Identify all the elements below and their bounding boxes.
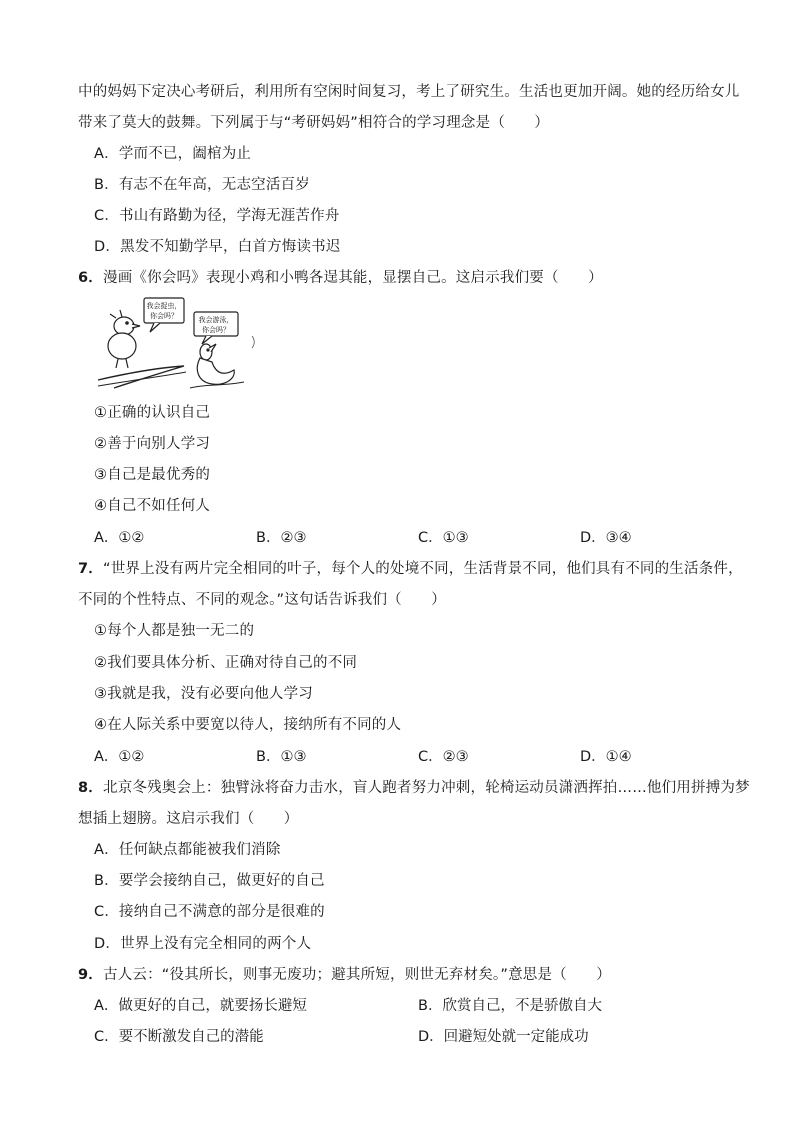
q5-option-a[interactable]: A．学而不已，阖棺为止 (94, 146, 252, 162)
q6-stem (78, 268, 603, 288)
q7-item-3: ③我就是我，没有必要向他人学习 (94, 686, 313, 702)
q5-option-d[interactable]: D．黑发不知勤学早，白首方悔读书迟 (94, 239, 341, 255)
bubble-right-text-2: 你会吗？ (202, 326, 230, 334)
q8-number: 8． (78, 780, 103, 796)
q6-number: 6． (78, 270, 103, 286)
q6-item-2: ②善于向别人学习 (94, 436, 211, 452)
q7-option-a[interactable]: A．①② (94, 749, 145, 765)
q6-item-1: ①正确的认识自己 (94, 405, 211, 421)
q6-item-3: ③自己是最优秀的 (94, 467, 211, 483)
q9-options-row-1 (94, 996, 734, 1016)
q5-option-c[interactable]: C．书山有路勤为径，学海无涯苦作舟 (94, 208, 340, 224)
bubble-right-tail (202, 336, 212, 344)
chick-drawing (108, 310, 140, 368)
q6-option-b[interactable]: B．②③ (256, 530, 307, 546)
q7-item-2: ②我们要具体分析、正确对待自己的不同 (94, 655, 358, 671)
q5-option-b[interactable]: B．有志不在年高，无志空活百岁 (94, 177, 310, 193)
bubble-left-tail (150, 323, 160, 332)
bubble-right-text-1: 我会游泳， (198, 316, 234, 324)
q5-stem-line-1: 中的妈妈下定决心考研后，利用所有空闲时间复习，考上了研究生。生活也更加开阔。她的经历给女儿 (78, 84, 740, 100)
q6-option-d[interactable]: D．③④ (580, 530, 632, 546)
q7-stem-line-2: 不同的个性特点、不同的观念。”这句话告诉我们（ ） (78, 592, 446, 608)
q8-stem-line-1 (78, 778, 750, 798)
duck-drawing (197, 344, 234, 384)
q9-option-a[interactable]: A．做更好的自己，就要扬长避短 (94, 998, 307, 1014)
q7-stem-text-1: “世界上没有两片完全相同的叶子，每个人的处境不同，生活背景不同，他们具有不同的生活条件， (103, 561, 743, 577)
branch-drawing (98, 366, 184, 388)
q5-stem-line-2: 带来了莫大的鼓舞。下列属于与“考研妈妈”相符合的学习理念是（ ） (78, 115, 550, 131)
q7-option-d[interactable]: D．①④ (580, 749, 632, 765)
q7-number: 7． (78, 561, 103, 577)
q8-stem-text-1: 北京冬残奥会上：独臂泳将奋力击水，盲人跑者努力冲刺，轮椅运动员潇洒挥拍……他们用拼搏为梦 (103, 780, 750, 796)
q8-option-d[interactable]: D．世界上没有完全相同的两个人 (94, 936, 312, 952)
q6-stem-text: 漫画《你会吗》表现小鸡和小鸭各逞其能，显摆自己。这启示我们要（ ） (103, 270, 603, 286)
q7-item-1: ①每个人都是独一无二的 (94, 623, 255, 639)
q6-option-c[interactable]: C．①③ (418, 530, 469, 546)
q7-stem-line-1 (78, 559, 743, 579)
cartoon-image (94, 296, 256, 396)
q7-item-4: ④在人际关系中要宽以待人，接纳所有不同的人 (94, 717, 402, 733)
bubble-left-text-2: 你会吗？ (150, 312, 178, 320)
q9-number: 9． (78, 967, 103, 983)
q8-option-c[interactable]: C．接纳自己不满意的部分是很难的 (94, 904, 325, 920)
q9-stem-text: 古人云：“役其所长，则事无废功；避其所短，则世无弃材矣。”意思是（ ） (103, 967, 611, 983)
q9-option-d[interactable]: D．回避短处就一定能成功 (418, 1029, 589, 1045)
q6-options-row (94, 528, 734, 548)
q9-stem (78, 965, 611, 985)
q8-stem-line-2: 想插上翅膀。这启示我们（ ） (78, 811, 299, 827)
bubble-left-text-1: 我会捉虫， (146, 302, 182, 310)
q8-option-a[interactable]: A．任何缺点都能被我们消除 (94, 842, 281, 858)
q8-option-b[interactable]: B．要学会接纳自己，做更好的自己 (94, 873, 325, 889)
q7-option-c[interactable]: C．②③ (418, 749, 469, 765)
image-edge (252, 336, 254, 348)
q9-options-row-2 (94, 1027, 734, 1047)
q6-option-a[interactable]: A．①② (94, 530, 145, 546)
q7-options-row (94, 747, 734, 767)
ground-line (98, 372, 186, 386)
q9-option-b[interactable]: B．欣赏自己，不是骄傲自大 (418, 998, 602, 1014)
q7-option-b[interactable]: B．①③ (256, 749, 307, 765)
q6-item-4: ④自己不如任何人 (94, 498, 211, 514)
q9-option-c[interactable]: C．要不断激发自己的潜能 (94, 1029, 264, 1045)
